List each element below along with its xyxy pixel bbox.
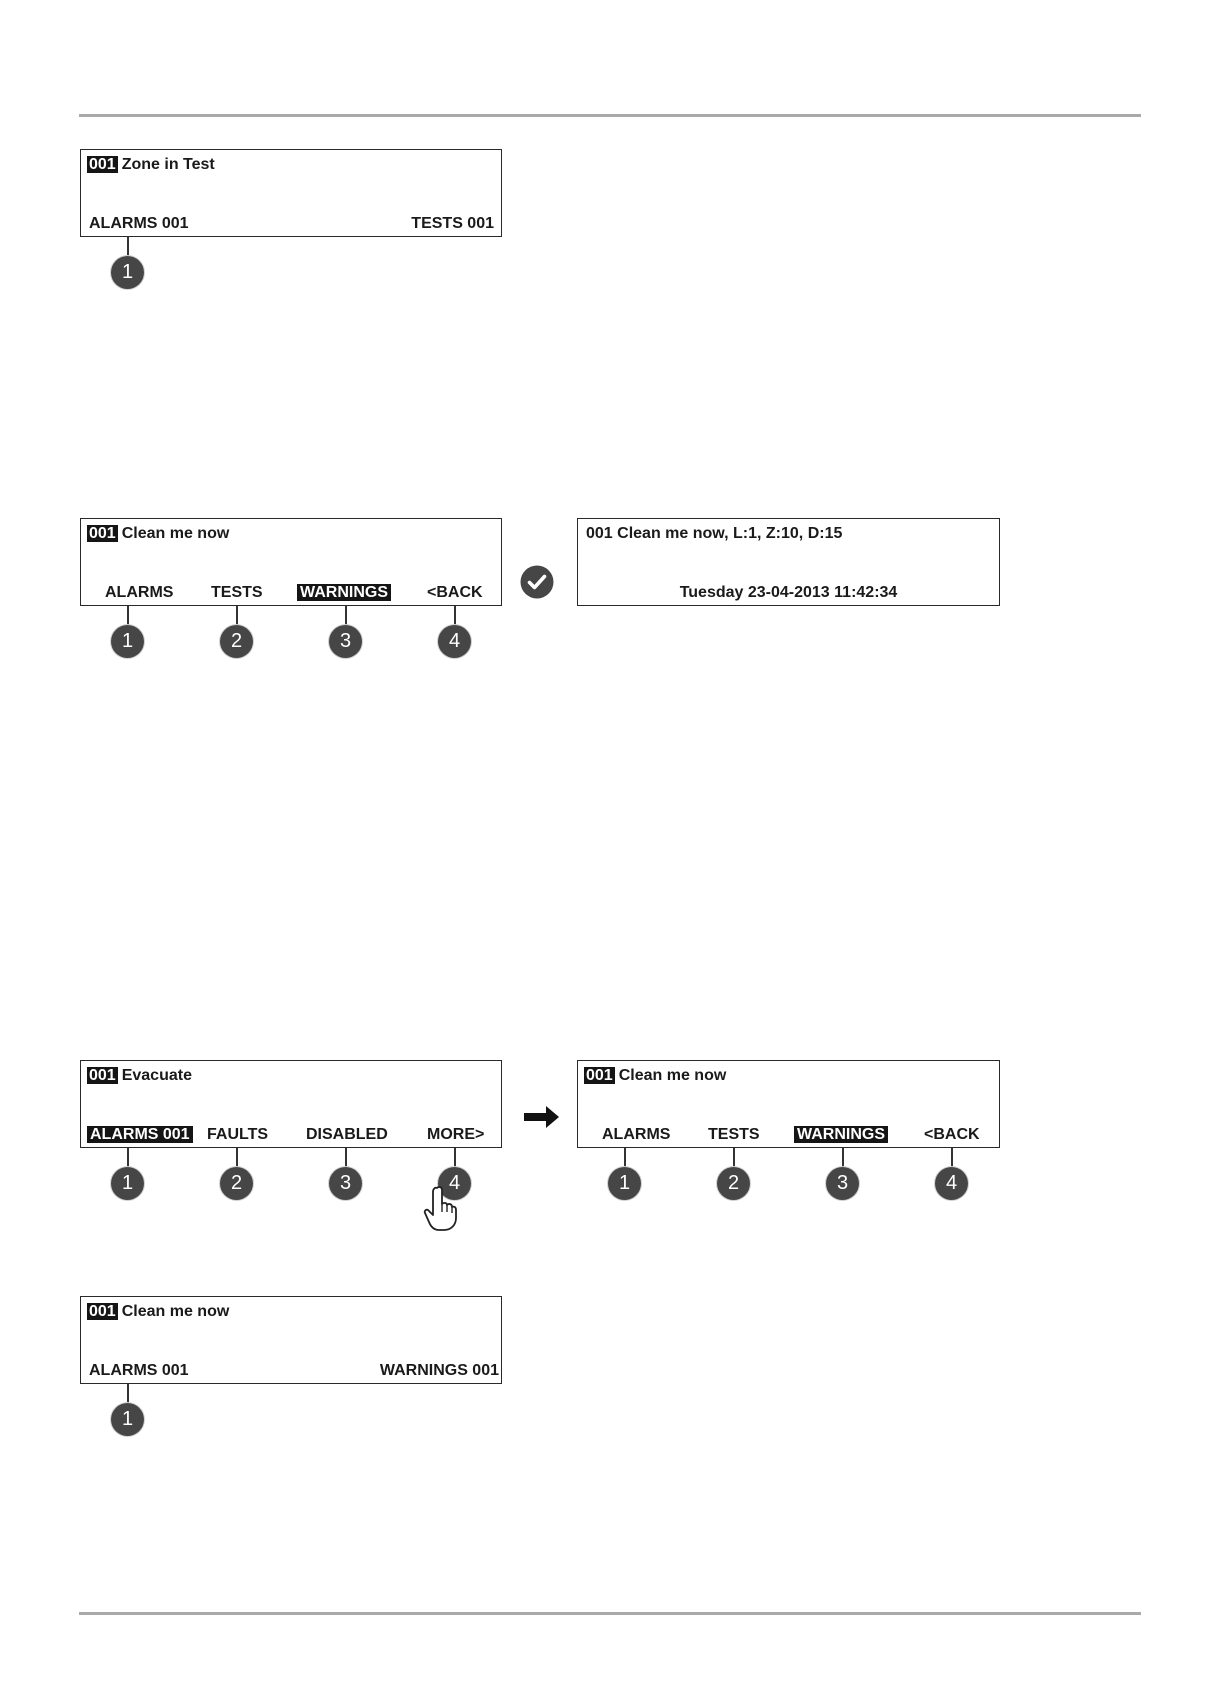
callout-badge-4: 4 bbox=[935, 1167, 968, 1200]
lcd-line1 bbox=[87, 155, 495, 175]
menu-more[interactable]: MORE> bbox=[427, 1126, 485, 1143]
menu-faults[interactable]: FAULTS bbox=[207, 1126, 269, 1143]
lcd-screen-evacuate-menu bbox=[80, 1060, 502, 1148]
callout-badge-3: 3 bbox=[826, 1167, 859, 1200]
menu-back[interactable]: <BACK bbox=[924, 1126, 980, 1143]
lcd-line1 bbox=[87, 1302, 495, 1322]
callout-badge-3: 3 bbox=[329, 625, 362, 658]
callout-badge-1: 1 bbox=[111, 1403, 144, 1436]
event-number: 001 bbox=[89, 525, 116, 542]
check-icon bbox=[520, 565, 554, 599]
event-detail-line: 001 Clean me now, L:1, Z:10, D:15 bbox=[586, 525, 843, 542]
top-divider bbox=[79, 114, 1141, 117]
lcd-menu bbox=[81, 1125, 501, 1145]
event-number: 001 bbox=[586, 1067, 613, 1084]
callout-badge-2: 2 bbox=[220, 1167, 253, 1200]
menu-tests[interactable]: TESTS bbox=[211, 584, 263, 601]
callout-badge-2: 2 bbox=[717, 1167, 750, 1200]
alarms-counter[interactable]: ALARMS 001 bbox=[89, 1362, 189, 1379]
event-number: 001 bbox=[89, 156, 116, 173]
callout-badge-2: 2 bbox=[220, 625, 253, 658]
warnings-counter[interactable]: WARNINGS 001 bbox=[379, 1362, 499, 1379]
menu-disabled[interactable]: DISABLED bbox=[306, 1126, 388, 1143]
event-timestamp: Tuesday 23-04-2013 11:42:34 bbox=[679, 584, 898, 601]
callout-badge-1: 1 bbox=[111, 1167, 144, 1200]
tests-counter[interactable]: TESTS 001 bbox=[411, 215, 494, 232]
lcd-screen-clean-me-now-menu bbox=[80, 518, 502, 606]
lcd-menu bbox=[81, 583, 501, 603]
callout-badge-3: 3 bbox=[329, 1167, 362, 1200]
lcd-line2 bbox=[578, 583, 999, 603]
lcd-screen-clean-me-now-counters bbox=[80, 1296, 502, 1384]
menu-alarms-selected[interactable]: ALARMS 001 bbox=[87, 1126, 193, 1143]
menu-alarms[interactable]: ALARMS bbox=[602, 1126, 671, 1143]
event-number: 001 bbox=[89, 1303, 116, 1320]
alarms-counter[interactable]: ALARMS 001 bbox=[89, 215, 189, 232]
menu-alarms[interactable]: ALARMS bbox=[105, 584, 174, 601]
event-message: Clean me now bbox=[121, 525, 230, 542]
arrow-right-icon bbox=[524, 1105, 560, 1129]
lcd-line2 bbox=[81, 1361, 501, 1381]
lcd-line1 bbox=[87, 524, 495, 544]
callout-badge-1: 1 bbox=[608, 1167, 641, 1200]
lcd-screen-event-detail bbox=[577, 518, 1000, 606]
menu-warnings-selected[interactable]: WARNINGS bbox=[794, 1126, 888, 1143]
menu-back[interactable]: <BACK bbox=[427, 584, 483, 601]
event-message: Zone in Test bbox=[121, 156, 215, 173]
lcd-line1 bbox=[87, 1066, 495, 1086]
lcd-line1 bbox=[584, 1066, 993, 1086]
event-number: 001 bbox=[89, 1067, 116, 1084]
lcd-screen-clean-me-now-menu-2 bbox=[577, 1060, 1000, 1148]
event-message: Clean me now bbox=[121, 1303, 230, 1320]
callout-badge-1: 1 bbox=[111, 256, 144, 289]
event-message: Evacuate bbox=[121, 1067, 192, 1084]
hand-pointer-icon bbox=[423, 1184, 459, 1232]
lcd-menu bbox=[578, 1125, 999, 1145]
callout-badge-1: 1 bbox=[111, 625, 144, 658]
callout-badge-4: 4 bbox=[438, 1167, 471, 1200]
menu-tests[interactable]: TESTS bbox=[708, 1126, 760, 1143]
lcd-screen-zone-in-test bbox=[80, 149, 502, 237]
menu-warnings-selected[interactable]: WARNINGS bbox=[297, 584, 391, 601]
event-message: Clean me now bbox=[618, 1067, 727, 1084]
callout-badge-4: 4 bbox=[438, 625, 471, 658]
lcd-line2 bbox=[81, 214, 501, 234]
bottom-divider bbox=[79, 1612, 1141, 1615]
